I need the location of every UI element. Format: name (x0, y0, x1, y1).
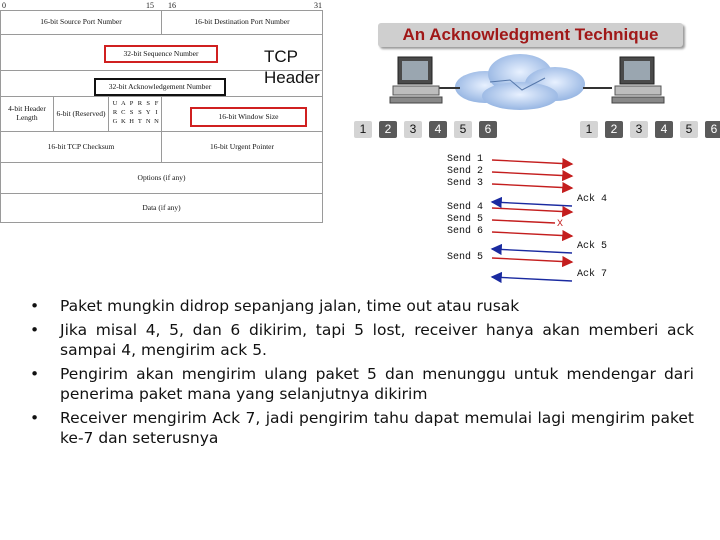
receiver-computer-icon (612, 57, 664, 103)
bullet-item (30, 320, 694, 360)
bullet-text: Receiver mengirim Ack 7, jadi pengirim tahu dapat memulai lagi mengirim paket ke-7 dan seterusnya (60, 409, 694, 447)
tcp-label-line1: TCP (264, 47, 298, 66)
reserved-field: 6-bit (Reserved) (53, 96, 109, 132)
ack-label: Ack 7 (577, 269, 608, 280)
flag-letter: K (120, 118, 126, 125)
flag-letters (111, 100, 161, 128)
flag-letter: A (120, 100, 126, 107)
flag-letter: S (129, 109, 134, 116)
bullet-text: Paket mungkin didrop sepanjang jalan, time out atau rusak (60, 297, 520, 315)
explanation-bullets (30, 296, 694, 452)
lost-packet-marker: X (557, 219, 564, 230)
bit-number-16: 16 (168, 1, 176, 10)
flag-letter: F (154, 100, 159, 107)
ack-diagram-title: An Acknowledgment Technique (378, 23, 683, 47)
flag-letter: G (112, 118, 118, 125)
urgent-pointer-field: 16-bit Urgent Pointer (161, 131, 323, 163)
send-arrow (492, 258, 572, 262)
receiver-slot: 3 (630, 121, 648, 138)
send-label: Send 5 (447, 252, 484, 263)
dest-port-field: 16-bit Destination Port Number (161, 10, 323, 35)
send-label: Send 5 (447, 214, 484, 225)
flag-letter: S (146, 100, 150, 107)
ack-arrow (492, 249, 572, 253)
sender-slot: 5 (454, 121, 472, 138)
send-arrow (492, 232, 572, 236)
bit-number-0: 0 (2, 1, 6, 10)
ack-technique-diagram (350, 12, 720, 292)
receiver-slot: 1 (580, 121, 598, 138)
sequence-number-field: 32-bit Sequence Number (104, 45, 218, 63)
header-length-field: 4-bit Header Length (0, 96, 54, 132)
ack-label: Ack 5 (577, 241, 608, 252)
send-arrow (492, 208, 572, 212)
bit-number-31: 31 (314, 1, 322, 10)
source-port-field: 16-bit Source Port Number (0, 10, 162, 35)
sender-computer-icon (390, 57, 442, 103)
bit-number-15: 15 (146, 1, 154, 10)
bullet-dot: • (30, 297, 40, 315)
send-label: Send 6 (447, 226, 484, 237)
tcp-header-diagram (0, 0, 330, 230)
sender-slot: 2 (379, 121, 397, 138)
flag-letter: N (145, 118, 151, 125)
send-arrow (492, 172, 572, 176)
send-label: Send 1 (447, 154, 484, 165)
flag-letter: U (112, 100, 118, 107)
receiver-slot: 4 (655, 121, 673, 138)
flag-letter: S (138, 109, 142, 116)
tcp-header-label (264, 46, 320, 88)
bullet-text: Pengirim akan mengirim ulang paket 5 dan menunggu untuk mendengar dari penerima paket mana yang selanjutnya dikirim (60, 365, 694, 403)
ack-label: Ack 4 (577, 194, 608, 205)
ack-number-field: 32-bit Acknowledgement Number (94, 78, 226, 96)
bullet-item (30, 408, 694, 448)
flag-letter: N (154, 118, 159, 125)
window-size-field: 16-bit Window Size (190, 107, 307, 127)
bullet-dot: • (30, 409, 40, 427)
bullet-dot: • (30, 321, 40, 339)
flag-letter: R (137, 100, 143, 107)
send-arrow (492, 184, 572, 188)
flag-letter: H (129, 118, 134, 125)
flag-letter: C (121, 109, 126, 116)
send-label: Send 3 (447, 178, 484, 189)
send-label: Send 2 (447, 166, 484, 177)
data-field: Data (if any) (0, 193, 323, 223)
send-label: Send 4 (447, 202, 484, 213)
ack-arrow (492, 202, 572, 206)
flag-letter: T (137, 118, 142, 125)
flag-letter: Y (145, 109, 151, 116)
sender-slot: 4 (429, 121, 447, 138)
sender-slot: 1 (354, 121, 372, 138)
receiver-slot: 2 (605, 121, 623, 138)
bullet-item (30, 364, 694, 404)
sender-slot: 3 (404, 121, 422, 138)
receiver-slot: 6 (705, 121, 720, 138)
checksum-field: 16-bit TCP Checksum (0, 131, 162, 163)
ack-arrow (492, 277, 572, 281)
receiver-slot: 5 (680, 121, 698, 138)
network-cloud-icon (455, 54, 585, 110)
sender-slot: 6 (479, 121, 497, 138)
send-arrow (492, 160, 572, 164)
flag-letter: R (112, 109, 118, 116)
bullet-dot: • (30, 365, 40, 383)
flag-letter: P (129, 100, 134, 107)
network-illustration (350, 12, 720, 292)
tcp-label-line2: Header (264, 68, 320, 87)
options-field: Options (if any) (0, 162, 323, 194)
flag-letter: I (155, 109, 158, 116)
send-arrow-lost (492, 220, 555, 223)
bullet-item (30, 296, 694, 316)
bullet-text: Jika misal 4, 5, dan 6 dikirim, tapi 5 lost, receiver hanya akan memberi ack sampai 4, mengirim ack 5. (60, 321, 694, 359)
